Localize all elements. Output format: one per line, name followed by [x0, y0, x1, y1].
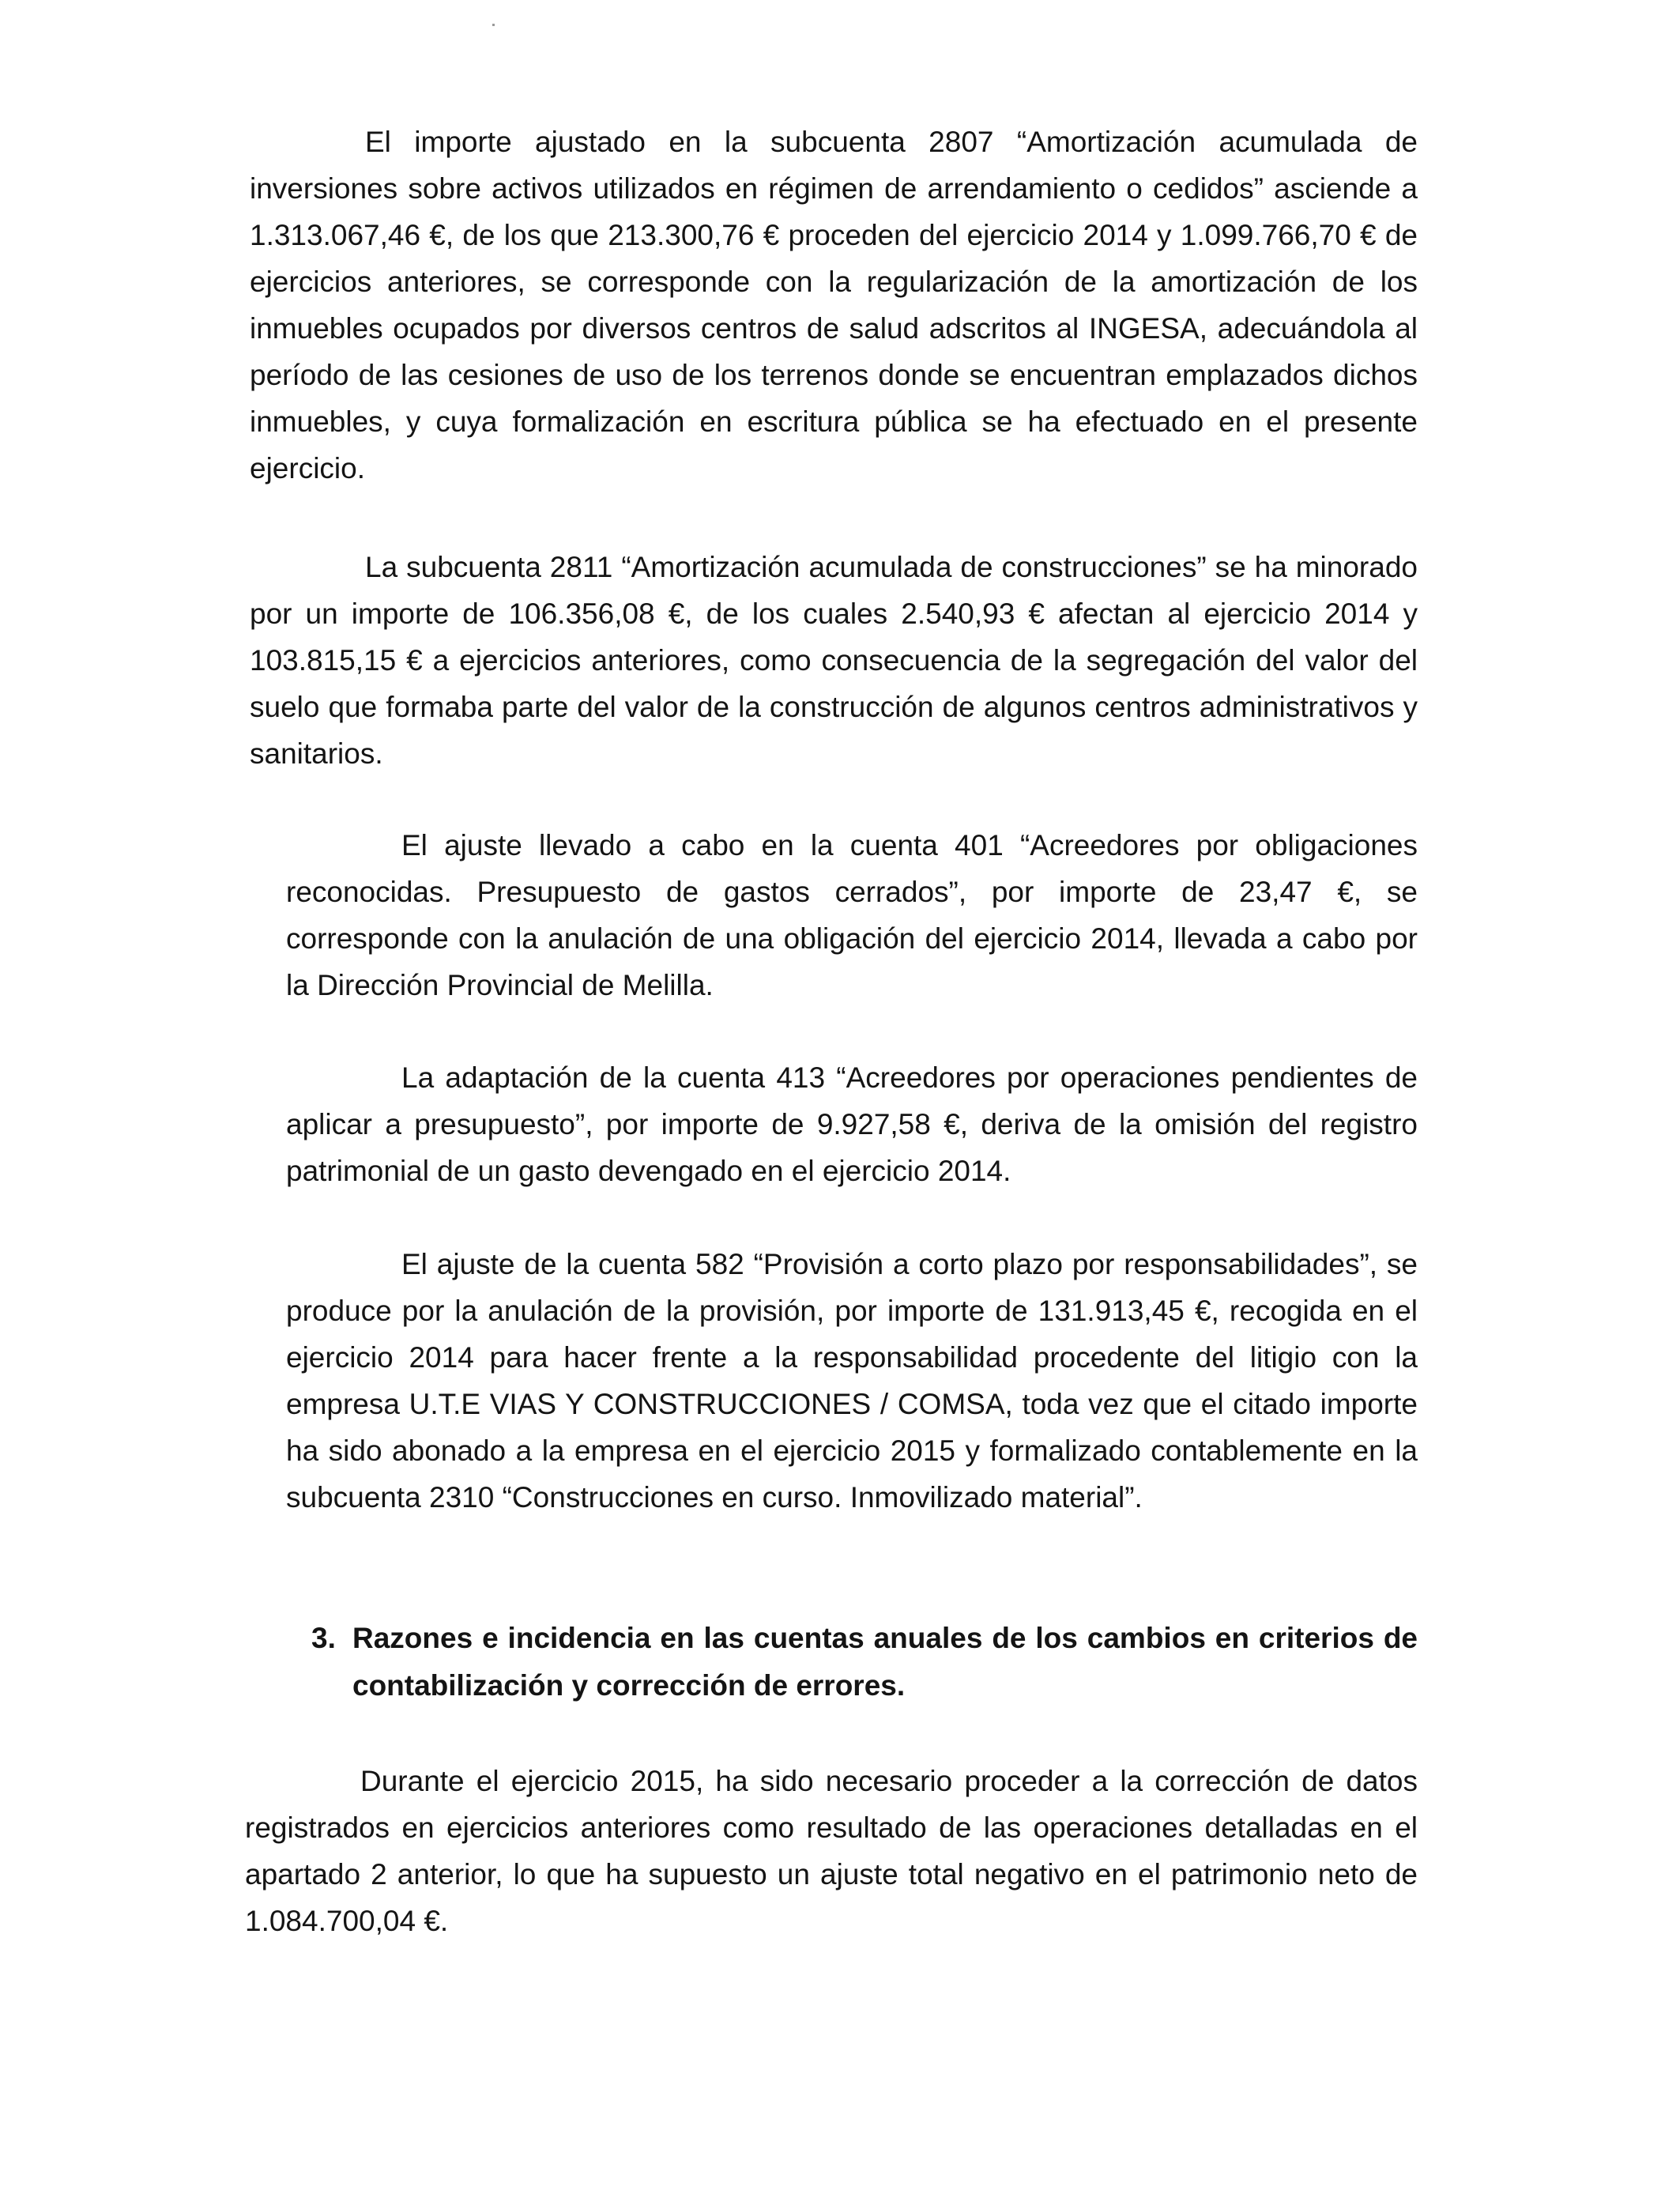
paragraph-subcuenta-2807: El importe ajustado en la subcuenta 2807 “Amortización acumulada de inversiones sobre activos utilizados en régimen de arrendamiento o cedidos” asciende a 1.313.067,46 €, de los que 213.300,76 € proceden del ejercicio 2014 y 1.099.766,70 € de ejercicios anteriores, se corresponde con la regularización de la amortización de los inmuebles ocupados por diversos centros de salud adscritos al INGESA, adecuándola al período de las cesiones de uso de los terrenos donde se encuentran emplazados dichos inmuebles, y cuya formalización en escritura pública se ha efectuado en el presente ejercicio. — [250, 126, 1418, 484]
paragraph-subcuenta-2811: La subcuenta 2811 “Amortización acumulada de construcciones” se ha minorado por un importe de 106.356,08 €, de los cuales 2.540,93 € afectan al ejercicio 2014 y 103.815,15 € a ejercicios anteriores, como consecuencia de la segregación del valor del suelo que formaba parte del valor de la construcción de algunos centros administrativos y sanitarios. — [250, 551, 1418, 770]
paragraph-cuenta-413: La adaptación de la cuenta 413 “Acreedores por operaciones pendientes de aplicar a presupuesto”, por importe de 9.927,58 €, deriva de la omisión del registro patrimonial de un gasto devengado en el ejercicio 2014. — [286, 1061, 1418, 1187]
section-number: 3. — [311, 1622, 336, 1654]
scan-speck — [492, 24, 495, 26]
paragraph-cuenta-582: El ajuste de la cuenta 582 “Provisión a corto plazo por responsabilidades”, se produce por la anulación de la provisión, por importe de 131.913,45 €, recogida en el ejercicio 2014 para hacer frente a la responsabilidad procedente del litigio con la empresa U.T.E VIAS Y CONSTRUCCIONES / COMSA, toda vez que el citado importe ha sido abonado a la empresa en el ejercicio 2015 y formalizado contablemente en la subcuenta 2310 “Construcciones en curso. Inmovilizado material”. — [286, 1248, 1418, 1514]
paragraph-ejercicio-2015: Durante el ejercicio 2015, ha sido necesario proceder a la corrección de datos registrados en ejercicios anteriores como resultado de las operaciones detalladas en el apartado 2 anterior, lo que ha supuesto un ajuste total negativo en el patrimonio neto de 1.084.700,04 €. — [245, 1765, 1418, 1937]
paragraph-cuenta-401: El ajuste llevado a cabo en la cuenta 401 “Acreedores por obligaciones reconocidas. Presupuesto de gastos cerrados”, por importe de 23,47 €, se corresponde con la anulación de una obligación del ejercicio 2014, llevada a cabo por la Dirección Provincial de Melilla. — [286, 829, 1418, 1001]
section-heading — [311, 1615, 1418, 1710]
section-title: Razones e incidencia en las cuentas anuales de los cambios en criterios de contabilización y corrección de errores. — [352, 1622, 1418, 1702]
